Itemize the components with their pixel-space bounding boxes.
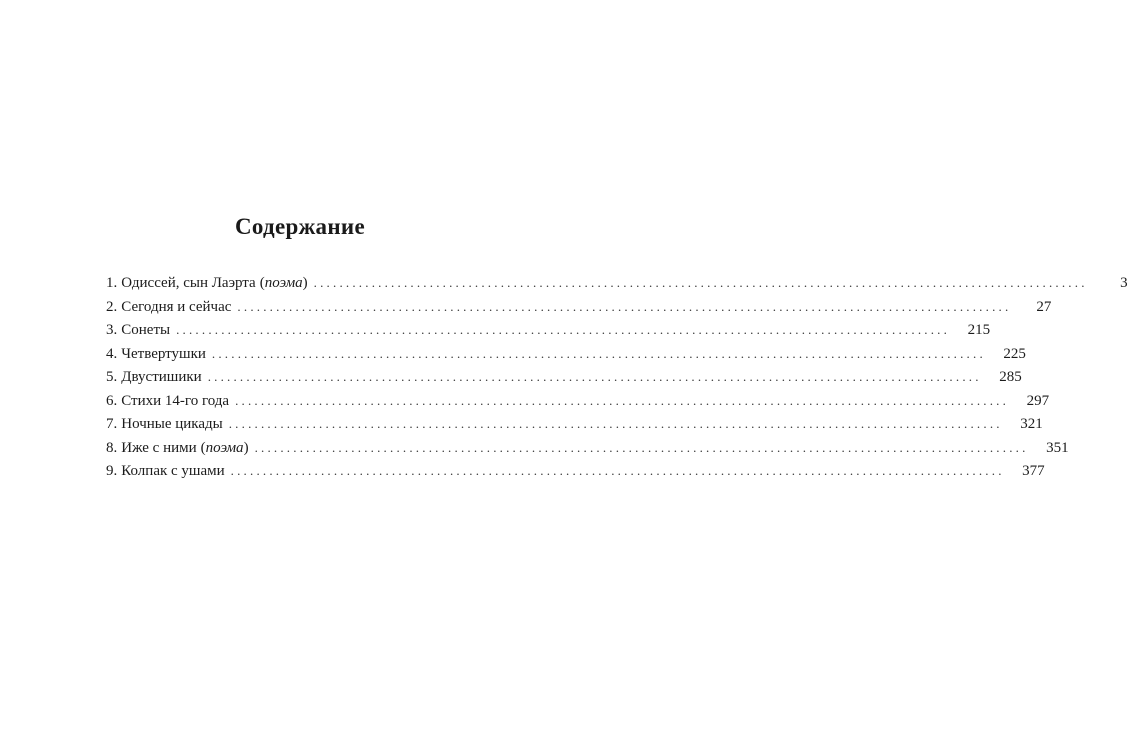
toc-entry-page-number: 377 [1022, 463, 1045, 479]
toc-entry-page-number: 321 [1020, 416, 1043, 432]
page-title: Содержание [235, 214, 365, 239]
toc-entry-number: 8. [106, 439, 118, 456]
toc-entry [106, 389, 1050, 413]
dot-leader: ........................................................................................................................ [228, 416, 1003, 431]
dot-leader: ........................................................................................................................ [211, 345, 986, 361]
toc-entry-note: (поэма) [259, 275, 308, 291]
toc-entry-title: Четвертушки [121, 345, 206, 362]
toc-entry-number: 3. [106, 322, 118, 338]
toc-entry-page-number: 351 [1046, 439, 1069, 456]
dot-leader: ........................................................................................................................ [235, 392, 1010, 408]
toc-entry [106, 365, 1022, 389]
toc-entry-title: Сонеты [121, 322, 171, 338]
toc-entry-number: 2. [106, 298, 118, 315]
toc-entry-page-number: 27 [1036, 298, 1052, 315]
toc-entry [106, 295, 1052, 319]
toc-entry [106, 436, 1069, 460]
toc-entry-title: Иже с ними [121, 439, 197, 456]
dot-leader: ........................................................................................................................ [254, 439, 1029, 455]
toc-entry-title: Ночные цикады [121, 416, 223, 432]
dot-leader: ........................................................................................................................ [230, 463, 1005, 478]
toc-entry-number: 4. [106, 345, 118, 362]
toc-entry-page-number: 285 [999, 369, 1022, 385]
toc-entry [106, 271, 1128, 295]
toc-entry-title: Двустишики [121, 369, 202, 385]
toc-entry-title: Колпак с ушами [121, 463, 225, 479]
dot-leader: ........................................................................................................................ [176, 322, 951, 337]
toc-entry-page-number: 3 [1120, 275, 1128, 291]
table-of-contents [106, 271, 1128, 483]
dot-leader: ........................................................................................................................ [313, 275, 1088, 290]
toc-entry-page-number: 215 [967, 322, 991, 338]
toc-entry-number: 5. [106, 369, 118, 385]
toc-entry-note: (поэма) [200, 439, 249, 456]
toc-entry [106, 318, 991, 342]
toc-entry-number: 6. [106, 392, 118, 409]
toc-entry-number: 1. [106, 275, 118, 291]
toc-entry-number: 7. [106, 416, 118, 432]
toc-entry [106, 412, 1043, 436]
dot-leader: ........................................................................................................................ [207, 369, 982, 384]
toc-entry-page-number: 297 [1026, 392, 1050, 409]
toc-entry-title: Сегодня и сейчас [121, 298, 232, 315]
toc-entry [106, 342, 1026, 366]
toc-entry-number: 9. [106, 463, 118, 479]
toc-entry-title: Стихи 14-го года [121, 392, 230, 409]
toc-entry-page-number: 225 [1003, 345, 1026, 362]
toc-entry [106, 459, 1045, 483]
dot-leader: ........................................................................................................................ [237, 298, 1012, 314]
toc-entry-title: Одиссей, сын Лаэрта [121, 275, 256, 291]
